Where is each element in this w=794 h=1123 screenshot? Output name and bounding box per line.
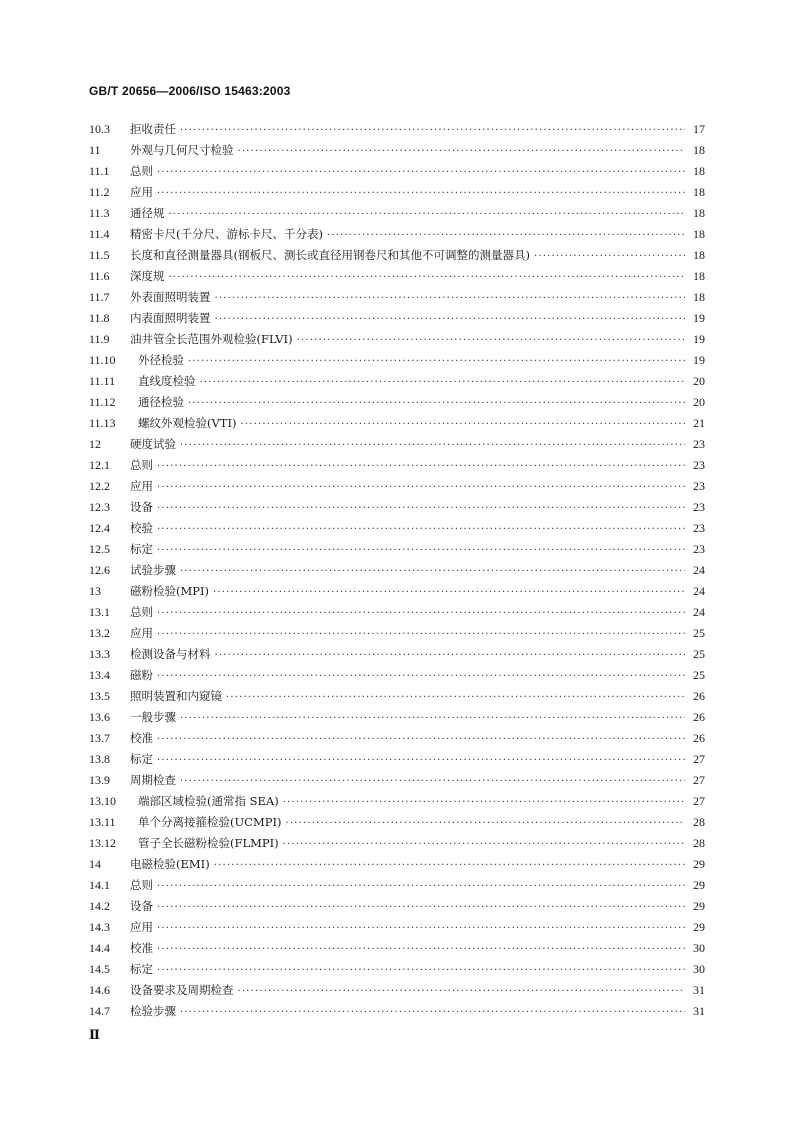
toc-entry[interactable] bbox=[89, 245, 705, 266]
toc-dot-leader bbox=[157, 960, 685, 981]
toc-entry[interactable] bbox=[89, 623, 705, 644]
toc-entry[interactable] bbox=[89, 896, 705, 917]
toc-entry-number: 11.1 bbox=[89, 164, 110, 178]
toc-entry[interactable] bbox=[89, 413, 705, 434]
toc-entry-number: 12.3 bbox=[89, 500, 110, 514]
toc-entry-title: 设备 bbox=[130, 500, 153, 514]
toc-entry-title: 标定 bbox=[130, 752, 153, 766]
toc-entry[interactable] bbox=[89, 434, 705, 455]
toc-entry[interactable] bbox=[89, 749, 705, 770]
toc-entry[interactable] bbox=[89, 497, 705, 518]
toc-dot-leader bbox=[215, 288, 686, 309]
toc-entry-page: 23 bbox=[693, 500, 705, 514]
toc-entry-page: 21 bbox=[693, 416, 705, 430]
toc-entry[interactable] bbox=[89, 770, 705, 791]
toc-entry-title: 检测设备与材料 bbox=[130, 647, 211, 661]
toc-entry-number: 11.13 bbox=[89, 416, 116, 430]
toc-dot-leader bbox=[226, 687, 685, 708]
toc-entry-page: 30 bbox=[693, 941, 705, 955]
toc-entry-title: 端部区域检验(通常指 SEA) bbox=[138, 794, 279, 808]
toc-entry-number: 12 bbox=[89, 437, 101, 451]
toc-entry[interactable] bbox=[89, 476, 705, 497]
toc-dot-leader bbox=[157, 519, 685, 540]
toc-entry-number: 13.10 bbox=[89, 794, 116, 808]
toc-entry-page: 18 bbox=[693, 290, 705, 304]
toc-entry-number: 12.2 bbox=[89, 479, 110, 493]
toc-entry-page: 18 bbox=[693, 185, 705, 199]
toc-entry-page: 30 bbox=[693, 962, 705, 976]
toc-entry[interactable] bbox=[89, 392, 705, 413]
toc-entry-number: 13.1 bbox=[89, 605, 110, 619]
toc-entry-number: 11.9 bbox=[89, 332, 110, 346]
toc-entry-page: 27 bbox=[693, 752, 705, 766]
toc-entry-page: 23 bbox=[693, 521, 705, 535]
toc-entry-page: 17 bbox=[693, 122, 705, 136]
toc-entry[interactable] bbox=[89, 707, 705, 728]
toc-entry-page: 28 bbox=[693, 815, 705, 829]
toc-entry-number: 13.11 bbox=[89, 815, 116, 829]
toc-entry-page: 29 bbox=[693, 899, 705, 913]
toc-entry-title: 标定 bbox=[130, 542, 153, 556]
toc-entry-title: 总则 bbox=[130, 164, 153, 178]
toc-entry-page: 20 bbox=[693, 374, 705, 388]
toc-dot-leader bbox=[157, 918, 685, 939]
toc-entry-title: 磁粉 bbox=[130, 668, 153, 682]
toc-dot-leader bbox=[157, 183, 685, 204]
toc-dot-leader bbox=[213, 582, 685, 603]
toc-entry-number: 13.2 bbox=[89, 626, 110, 640]
toc-entry[interactable] bbox=[89, 644, 705, 665]
toc-entry-title: 电磁检验(EMI) bbox=[130, 857, 210, 871]
toc-entry[interactable] bbox=[89, 791, 705, 812]
toc-entry[interactable] bbox=[89, 665, 705, 686]
toc-entry-number: 11.10 bbox=[89, 353, 116, 367]
toc-entry[interactable] bbox=[89, 728, 705, 749]
toc-entry-title: 油井管全长范围外观检验(FLVI) bbox=[130, 332, 293, 346]
toc-dot-leader bbox=[169, 267, 686, 288]
toc-entry-title: 外表面照明装置 bbox=[130, 290, 211, 304]
toc-entry-title: 检验步骤 bbox=[130, 1004, 176, 1018]
toc-entry[interactable] bbox=[89, 161, 705, 182]
toc-entry-page: 18 bbox=[693, 206, 705, 220]
toc-entry-page: 18 bbox=[693, 269, 705, 283]
toc-entry-number: 13.4 bbox=[89, 668, 110, 682]
toc-dot-leader bbox=[157, 897, 685, 918]
toc-entry-title: 标定 bbox=[130, 962, 153, 976]
toc-entry-number: 14.4 bbox=[89, 941, 110, 955]
toc-entry-page: 24 bbox=[693, 605, 705, 619]
toc-entry-number: 12.5 bbox=[89, 542, 110, 556]
toc-entry-page: 26 bbox=[693, 689, 705, 703]
document-header: GB/T 20656—2006/ISO 15463:2003 bbox=[89, 84, 291, 98]
toc-entry-title: 照明装置和内窥镜 bbox=[130, 689, 222, 703]
toc-dot-leader bbox=[157, 939, 685, 960]
toc-entry[interactable] bbox=[89, 581, 705, 602]
toc-entry-number: 12.6 bbox=[89, 563, 110, 577]
toc-entry-number: 13.3 bbox=[89, 647, 110, 661]
toc-entry-title: 长度和直径测量器具(钢板尺、测长或直径用钢卷尺和其他不可调整的测量器具) bbox=[130, 248, 530, 262]
toc-entry-page: 26 bbox=[693, 710, 705, 724]
toc-entry[interactable] bbox=[89, 203, 705, 224]
toc-entry[interactable] bbox=[89, 959, 705, 980]
toc-entry-page: 26 bbox=[693, 731, 705, 745]
toc-entry-title: 校准 bbox=[130, 941, 153, 955]
toc-entry-title: 单个分离接箍检验(UCMPI) bbox=[138, 815, 282, 829]
toc-entry[interactable] bbox=[89, 686, 705, 707]
toc-dot-leader bbox=[214, 855, 685, 876]
toc-entry-page: 25 bbox=[693, 626, 705, 640]
toc-entry-number: 11.2 bbox=[89, 185, 110, 199]
toc-entry-page: 23 bbox=[693, 437, 705, 451]
toc-entry[interactable] bbox=[89, 980, 705, 1001]
toc-entry-title: 拒收责任 bbox=[130, 122, 176, 136]
toc-dot-leader bbox=[169, 204, 686, 225]
toc-entry-number: 13.8 bbox=[89, 752, 110, 766]
toc-dot-leader bbox=[157, 624, 685, 645]
toc-entry-number: 14.3 bbox=[89, 920, 110, 934]
toc-entry[interactable] bbox=[89, 329, 705, 350]
toc-entry-number: 11.3 bbox=[89, 206, 110, 220]
toc-entry[interactable] bbox=[89, 119, 705, 140]
toc-dot-leader bbox=[297, 330, 685, 351]
toc-entry-page: 23 bbox=[693, 542, 705, 556]
toc-entry-number: 14.7 bbox=[89, 1004, 110, 1018]
toc-entry[interactable] bbox=[89, 455, 705, 476]
toc-entry[interactable] bbox=[89, 917, 705, 938]
toc-entry-title: 校准 bbox=[130, 731, 153, 745]
toc-entry[interactable] bbox=[89, 833, 705, 854]
toc-entry-number: 12.4 bbox=[89, 521, 110, 535]
table-of-contents bbox=[89, 119, 705, 1022]
toc-entry[interactable] bbox=[89, 875, 705, 896]
toc-entry-page: 18 bbox=[693, 227, 705, 241]
toc-dot-leader bbox=[283, 834, 685, 855]
toc-entry-title: 磁粉检验(MPI) bbox=[130, 584, 210, 598]
toc-entry-number: 11.6 bbox=[89, 269, 110, 283]
toc-entry-number: 13.7 bbox=[89, 731, 110, 745]
toc-entry-title: 一般步骤 bbox=[130, 710, 176, 724]
toc-entry[interactable] bbox=[89, 140, 705, 161]
toc-dot-leader bbox=[180, 561, 685, 582]
toc-entry-page: 25 bbox=[693, 647, 705, 661]
toc-entry-number: 11.12 bbox=[89, 395, 116, 409]
toc-entry-page: 27 bbox=[693, 773, 705, 787]
toc-entry-page: 31 bbox=[693, 983, 705, 997]
toc-entry-title: 精密卡尺(千分尺、游标卡尺、千分表) bbox=[130, 227, 323, 241]
toc-entry[interactable] bbox=[89, 224, 705, 245]
toc-dot-leader bbox=[215, 645, 686, 666]
toc-dot-leader bbox=[180, 708, 685, 729]
toc-dot-leader bbox=[157, 498, 685, 519]
toc-entry-title: 外径检验 bbox=[138, 353, 184, 367]
toc-entry-page: 18 bbox=[693, 164, 705, 178]
toc-entry-page: 18 bbox=[693, 143, 705, 157]
toc-entry-number: 11 bbox=[89, 143, 101, 157]
toc-entry-title: 设备要求及周期检查 bbox=[130, 983, 234, 997]
toc-entry-page: 27 bbox=[693, 794, 705, 808]
toc-entry[interactable] bbox=[89, 1001, 705, 1022]
toc-entry-page: 19 bbox=[693, 311, 705, 325]
toc-entry-page: 23 bbox=[693, 479, 705, 493]
toc-entry-number: 11.5 bbox=[89, 248, 110, 262]
toc-dot-leader bbox=[157, 477, 685, 498]
toc-entry-number: 14.1 bbox=[89, 878, 110, 892]
toc-entry-title: 设备 bbox=[130, 899, 153, 913]
toc-entry-number: 14.6 bbox=[89, 983, 110, 997]
toc-entry-title: 螺纹外观检验(VTI) bbox=[138, 416, 237, 430]
toc-entry[interactable] bbox=[89, 182, 705, 203]
toc-entry-number: 11.7 bbox=[89, 290, 110, 304]
toc-entry-number: 10.3 bbox=[89, 122, 110, 136]
toc-entry-number: 13.12 bbox=[89, 836, 116, 850]
toc-entry-title: 应用 bbox=[130, 920, 153, 934]
page-number: Ⅱ bbox=[89, 1027, 100, 1042]
toc-entry-page: 29 bbox=[693, 878, 705, 892]
toc-entry-page: 23 bbox=[693, 458, 705, 472]
toc-dot-leader bbox=[238, 141, 686, 162]
toc-dot-leader bbox=[200, 372, 686, 393]
toc-entry-number: 14.2 bbox=[89, 899, 110, 913]
toc-entry-page: 29 bbox=[693, 920, 705, 934]
toc-entry[interactable] bbox=[89, 560, 705, 581]
toc-entry-page: 29 bbox=[693, 857, 705, 871]
toc-entry-number: 13.5 bbox=[89, 689, 110, 703]
toc-entry-number: 12.1 bbox=[89, 458, 110, 472]
toc-entry-title: 硬度试验 bbox=[130, 437, 176, 451]
toc-entry[interactable] bbox=[89, 938, 705, 959]
toc-dot-leader bbox=[157, 750, 685, 771]
toc-entry-title: 管子全长磁粉检验(FLMPI) bbox=[138, 836, 279, 850]
toc-entry-title: 通径检验 bbox=[138, 395, 184, 409]
toc-dot-leader bbox=[534, 246, 685, 267]
toc-dot-leader bbox=[238, 981, 686, 1002]
toc-dot-leader bbox=[286, 813, 685, 834]
toc-entry-page: 28 bbox=[693, 836, 705, 850]
toc-entry-page: 19 bbox=[693, 332, 705, 346]
toc-entry-page: 20 bbox=[693, 395, 705, 409]
toc-entry-page: 25 bbox=[693, 668, 705, 682]
toc-entry[interactable] bbox=[89, 350, 705, 371]
toc-entry-number: 11.4 bbox=[89, 227, 110, 241]
toc-dot-leader bbox=[180, 120, 685, 141]
toc-entry[interactable] bbox=[89, 602, 705, 623]
toc-entry-number: 14.5 bbox=[89, 962, 110, 976]
toc-entry-title: 应用 bbox=[130, 185, 153, 199]
toc-dot-leader bbox=[157, 876, 685, 897]
toc-entry-title: 应用 bbox=[130, 479, 153, 493]
toc-entry-title: 内表面照明装置 bbox=[130, 311, 211, 325]
toc-entry-title: 总则 bbox=[130, 878, 153, 892]
toc-entry[interactable] bbox=[89, 539, 705, 560]
toc-entry-page: 24 bbox=[693, 584, 705, 598]
toc-entry-number: 13.9 bbox=[89, 773, 110, 787]
toc-entry[interactable] bbox=[89, 518, 705, 539]
toc-entry-title: 外观与几何尺寸检验 bbox=[130, 143, 234, 157]
toc-dot-leader bbox=[157, 540, 685, 561]
toc-entry-title: 通径规 bbox=[130, 206, 165, 220]
toc-entry-title: 总则 bbox=[130, 458, 153, 472]
toc-entry-page: 18 bbox=[693, 248, 705, 262]
toc-dot-leader bbox=[283, 792, 685, 813]
toc-dot-leader bbox=[157, 666, 685, 687]
toc-dot-leader bbox=[188, 393, 685, 414]
toc-dot-leader bbox=[188, 351, 685, 372]
toc-entry-page: 24 bbox=[693, 563, 705, 577]
toc-dot-leader bbox=[241, 414, 686, 435]
toc-entry-title: 周期检查 bbox=[130, 773, 176, 787]
toc-entry[interactable] bbox=[89, 854, 705, 875]
toc-entry[interactable] bbox=[89, 371, 705, 392]
toc-dot-leader bbox=[157, 729, 685, 750]
toc-entry-page: 19 bbox=[693, 353, 705, 367]
toc-entry-number: 13 bbox=[89, 584, 101, 598]
toc-entry-title: 直线度检验 bbox=[138, 374, 196, 388]
toc-entry-number: 11.8 bbox=[89, 311, 110, 325]
toc-dot-leader bbox=[215, 309, 686, 330]
toc-entry-title: 试验步骤 bbox=[130, 563, 176, 577]
toc-dot-leader bbox=[180, 435, 685, 456]
toc-dot-leader bbox=[327, 225, 685, 246]
toc-dot-leader bbox=[157, 162, 685, 183]
toc-entry-number: 14 bbox=[89, 857, 101, 871]
toc-entry[interactable] bbox=[89, 266, 705, 287]
toc-entry-title: 校验 bbox=[130, 521, 153, 535]
toc-entry[interactable] bbox=[89, 812, 705, 833]
toc-dot-leader bbox=[180, 1002, 685, 1023]
toc-entry-number: 13.6 bbox=[89, 710, 110, 724]
toc-dot-leader bbox=[157, 603, 685, 624]
toc-entry-number: 11.11 bbox=[89, 374, 116, 388]
toc-entry[interactable] bbox=[89, 287, 705, 308]
toc-entry-page: 31 bbox=[693, 1004, 705, 1018]
toc-entry[interactable] bbox=[89, 308, 705, 329]
toc-entry-title: 深度规 bbox=[130, 269, 165, 283]
toc-entry-title: 应用 bbox=[130, 626, 153, 640]
toc-dot-leader bbox=[157, 456, 685, 477]
toc-entry-title: 总则 bbox=[130, 605, 153, 619]
toc-dot-leader bbox=[180, 771, 685, 792]
